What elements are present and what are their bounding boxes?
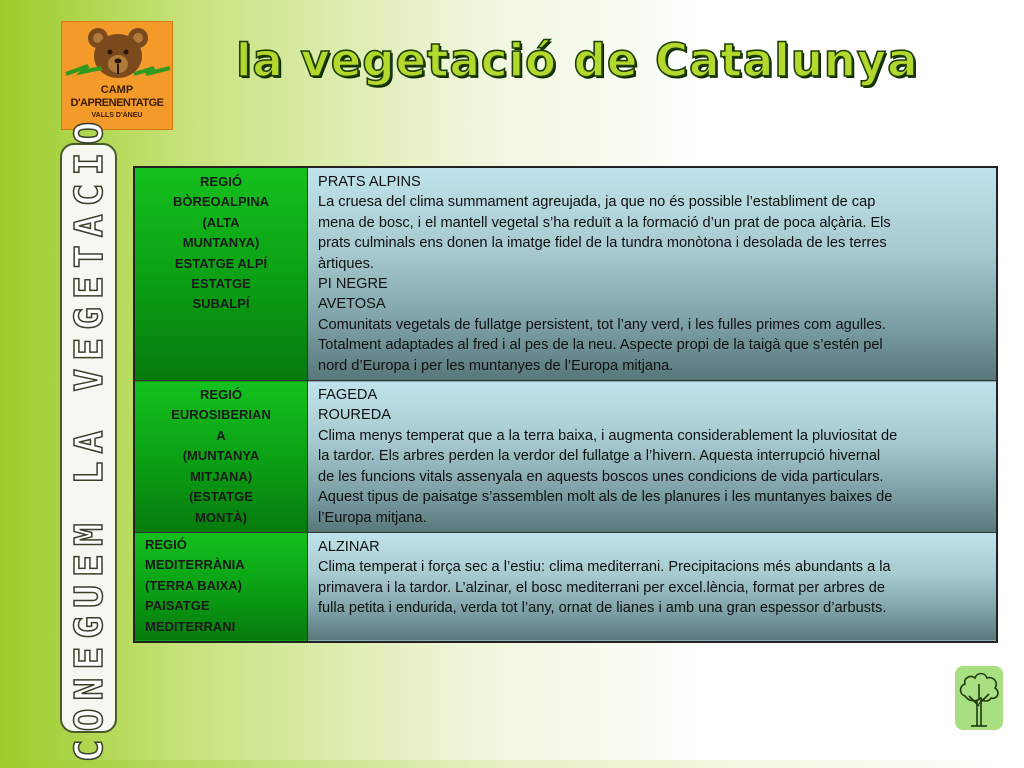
region-cell — [134, 381, 308, 533]
description-line: prats culminals ens donen la imatge fidel de la tundra monòtona i desolada de les terres — [318, 235, 887, 252]
page-title: la vegetació de Catalunya — [236, 34, 919, 87]
description-cell — [308, 532, 998, 642]
description-line: Comunitats vegetals de fullatge persistent, tot l’any verd, i les fulles primes com agulles. — [318, 316, 886, 333]
tree-icon — [955, 666, 1003, 730]
description-line: FAGEDA — [318, 387, 378, 404]
description-line: nord d’Europa i per les muntanyes de l’Europa mitjana. — [318, 357, 674, 374]
side-label-panel — [60, 113, 117, 763]
region-line: ESTATGE — [191, 276, 251, 292]
description-line: l’Europa mitjana. — [318, 509, 427, 526]
description-line: Clima menys temperat que a la terra baixa, i augmenta considerablement la pluviositat de — [318, 427, 898, 444]
vegetation-table — [133, 166, 998, 643]
description-line: Aquest tipus de paisatge s’assemblen molt als de les planures i les muntanyes baixes de — [318, 489, 893, 506]
region-line: (ESTATGE — [189, 489, 253, 505]
region-line: MONTÀ) — [195, 509, 247, 525]
region-line: A — [216, 427, 226, 443]
region-line: PAISATGE — [145, 598, 210, 614]
region-line: REGIÓ — [145, 536, 187, 552]
region-line: REGIÓ — [200, 387, 242, 403]
description-line: ROUREDA — [318, 407, 391, 424]
description-line: fulla petita i endurida, verda tot l’any, ornat de lianes i amb una gran espessor d’arbusts. — [318, 600, 887, 617]
region-line: MEDITERRÀNIA — [145, 557, 245, 573]
logo-line-valls: VALLS D'ÀNEU — [91, 112, 143, 119]
description-line: PI NEGRE — [318, 276, 388, 293]
side-label-text: CONEGUEM LA VEGETACIO — [66, 113, 111, 763]
region-line: BÒREOALPINA — [172, 194, 270, 210]
description-line: primavera i la tardor. L’alzinar, el bosc mediterrani per excel.lència, format per arbres de — [318, 579, 885, 596]
region-line: MUNTANYA) — [182, 235, 260, 251]
bottom-band — [0, 760, 1024, 768]
description-line: de les funcions vitals assenyala en aquests boscos unes condicions de vida particulars. — [318, 468, 884, 485]
region-line: (TERRA BAIXA) — [145, 577, 243, 593]
description-line: mena de bosc, i el mantell vegetal s’ha reduït a la formació d’un prat de poca alçària. Els — [318, 214, 891, 231]
description-cell — [308, 167, 998, 381]
bear-icon — [62, 22, 173, 92]
description-line: La cruesa del clima summament agreujada, ja que no és possible l’establiment de cap — [318, 194, 876, 211]
description-line: AVETOSA — [318, 296, 386, 313]
region-line: REGIÓ — [200, 174, 242, 189]
description-line: Clima temperat i força sec a l’estiu: clima mediterrani. Precipitacions més abundants a la — [318, 559, 891, 576]
description-cell — [308, 381, 998, 533]
logo-line-camp: CAMP — [100, 84, 134, 96]
region-line: SUBALPÍ — [192, 296, 250, 312]
description-line: la tardor. Els arbres perden la verdor del fullatge a l’hivern. Aquesta interrupció hivernal — [318, 448, 881, 465]
region-line: ESTATGE ALPÍ — [174, 255, 268, 271]
region-line: (ALTA — [202, 214, 240, 230]
description-line: PRATS ALPINS — [318, 174, 421, 190]
description-line: Totalment adaptades al fred i al pes de la neu. Aspecte propi de la taigà que s’estén pel — [318, 337, 883, 354]
region-line: EUROSIBERIAN — [171, 407, 271, 423]
region-cell — [134, 167, 308, 381]
region-line: (MUNTANYA — [182, 448, 260, 464]
region-line: MEDITERRANI — [145, 618, 236, 634]
region-line: MITJANA) — [189, 468, 253, 484]
logo-line-aprenentatge: D'APRENENTATGE — [70, 97, 164, 109]
table-row — [134, 381, 997, 533]
region-cell — [134, 532, 308, 642]
table-row — [134, 532, 997, 642]
table-row — [134, 167, 997, 381]
description-line: ALZINAR — [318, 538, 380, 555]
description-line: àrtiques. — [318, 255, 374, 272]
